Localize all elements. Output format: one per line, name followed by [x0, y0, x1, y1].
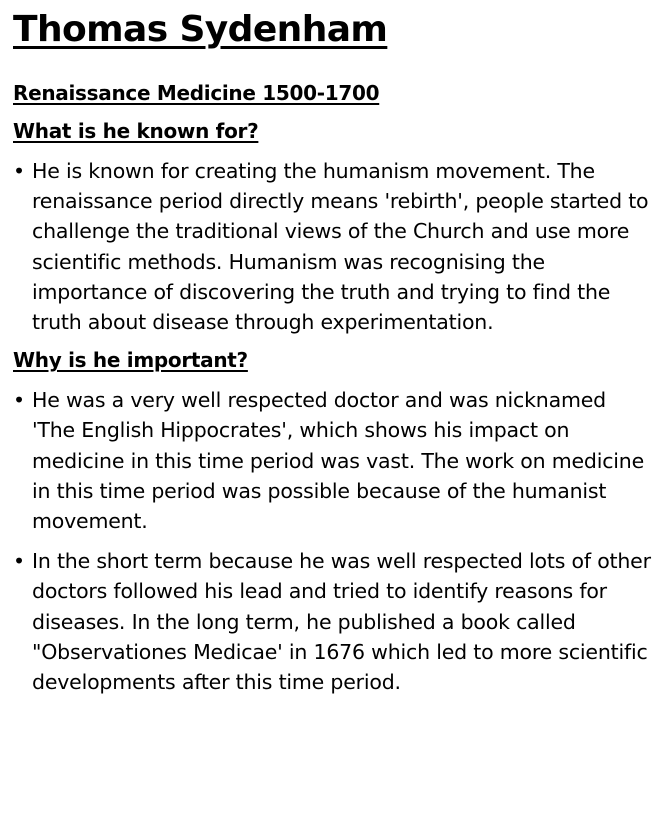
document-page — [13, 8, 653, 707]
period-subtitle: Renaissance Medicine 1500-1700 — [13, 81, 380, 105]
list-item: • He was a very well respected doctor and was nicknamed 'The English Hippocrates', which shows his impact on medicine in this time period was vast. The work on medicine in this time period was possible because of the humanist movement. — [13, 385, 653, 536]
importance-list — [13, 385, 653, 697]
known-for-list — [13, 156, 653, 337]
list-item: • He is known for creating the humanism movement. The renaissance period directly means 'rebirth', people started to challenge the traditional views of the Church and use more scientific methods. Humanism was recognising the importance of discovering the truth and trying to find the truth about disease through experimentation. — [13, 156, 653, 337]
page-title: Thomas Sydenham — [13, 9, 388, 50]
section-heading-importance: Why is he important? — [13, 348, 248, 373]
section-heading-known-for: What is he known for? — [13, 119, 259, 143]
list-item: • In the short term because he was well respected lots of other doctors followed his lead and tried to identify reasons for diseases. In the long term, he published a book called "Observationes Medicae' in 1676 which led to more scientific developments after this time period. — [13, 546, 653, 697]
